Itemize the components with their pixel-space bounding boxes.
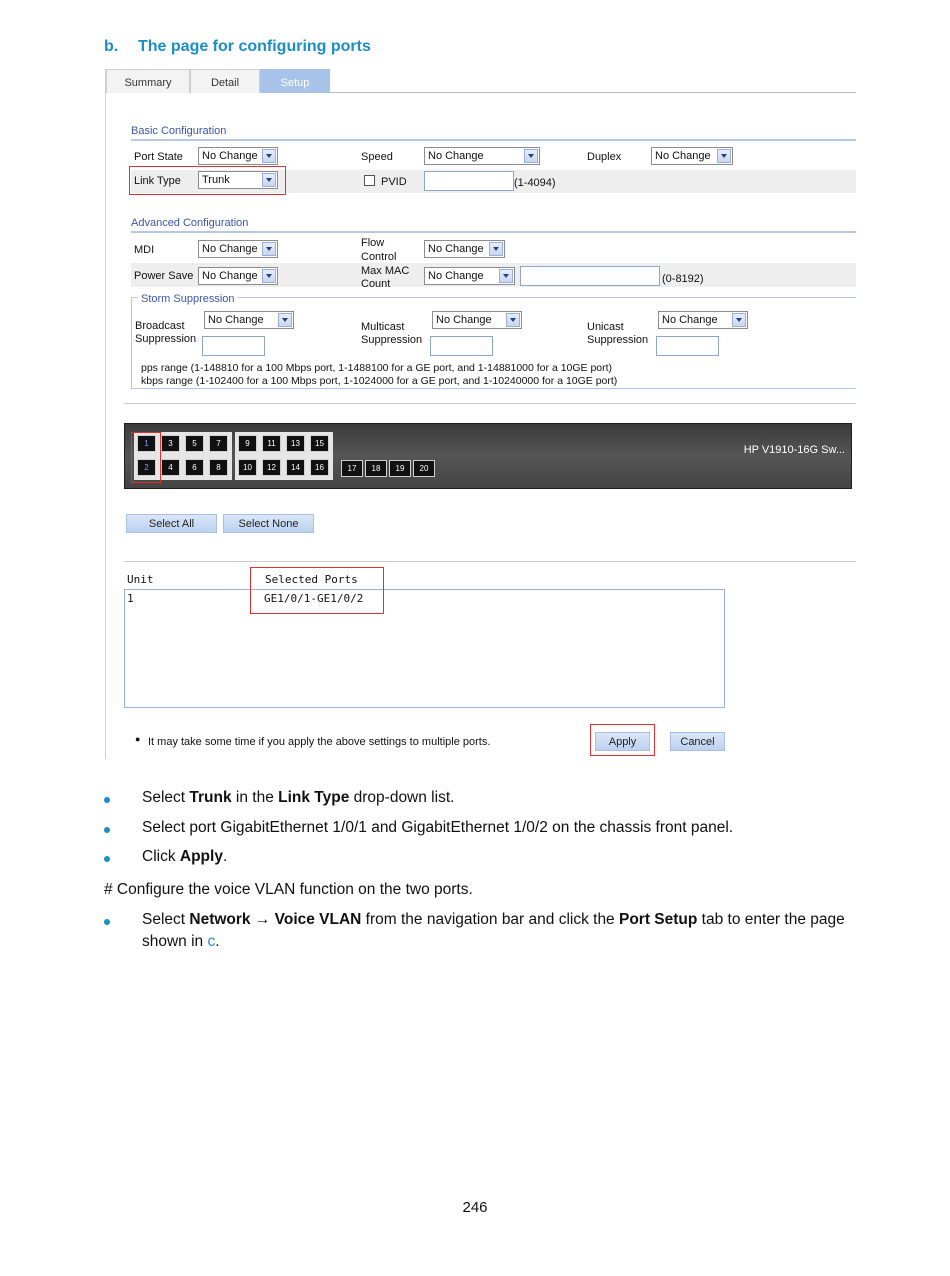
select-all-button[interactable]: Select All xyxy=(126,514,217,533)
row-unit: 1 xyxy=(127,592,134,605)
port-3[interactable]: 3 xyxy=(161,435,180,452)
chevron-down-icon xyxy=(262,269,276,283)
mdi-select[interactable] xyxy=(198,240,278,258)
port-4[interactable]: 4 xyxy=(161,459,180,476)
port-20[interactable]: 20 xyxy=(413,460,435,477)
port-12[interactable]: 12 xyxy=(262,459,281,476)
duplex-value: No Change xyxy=(655,150,711,162)
comment-voice-vlan: # Configure the voice VLAN function on the two ports. xyxy=(104,881,473,898)
multicast-label-2: Suppression xyxy=(361,334,423,346)
unicast-input[interactable] xyxy=(656,336,719,356)
port-16[interactable]: 16 xyxy=(310,459,329,476)
speed-select[interactable] xyxy=(424,147,540,165)
broadcast-label-1: Broadcast xyxy=(135,320,185,332)
broadcast-select[interactable] xyxy=(204,311,294,329)
note-text: It may take some time if you apply the above settings to multiple ports. xyxy=(148,736,491,748)
step-click-apply: Click Apply. xyxy=(142,848,228,865)
bullet-icon xyxy=(104,856,110,862)
unicast-label-1: Unicast xyxy=(587,321,624,333)
max-mac-label-2: Count xyxy=(361,278,391,290)
step-select-trunk: Select Trunk in the Link Type drop-down list. xyxy=(142,789,455,806)
port-11[interactable]: 11 xyxy=(262,435,281,452)
chevron-down-icon xyxy=(489,242,503,256)
highlight-ports-1-2 xyxy=(131,432,161,483)
highlight-link-type xyxy=(129,166,286,195)
section-heading xyxy=(104,38,371,56)
basic-config-title: Basic Configuration xyxy=(131,125,227,137)
basic-config-line xyxy=(131,139,856,141)
tab-summary[interactable]: Summary xyxy=(106,69,190,93)
chevron-down-icon xyxy=(262,149,276,163)
multicast-input[interactable] xyxy=(430,336,493,356)
max-mac-range: (0-8192) xyxy=(662,273,704,285)
chevron-down-icon xyxy=(278,313,292,327)
chassis-front-panel xyxy=(124,423,852,489)
page-number: 246 xyxy=(462,1199,488,1216)
link-type-value: Trunk xyxy=(202,174,230,186)
tab-setup[interactable]: Setup xyxy=(260,69,330,93)
power-save-select[interactable] xyxy=(198,267,278,285)
broadcast-value: No Change xyxy=(208,314,264,326)
divider xyxy=(124,403,856,404)
port-18[interactable]: 18 xyxy=(365,460,387,477)
col-selected-ports-header: Selected Ports xyxy=(265,573,358,586)
highlight-selected-ports xyxy=(250,567,384,614)
port-1[interactable]: 1 xyxy=(137,435,156,452)
highlight-apply xyxy=(590,724,655,756)
step-select-ports: Select port GigabitEthernet 1/0/1 and GigabitEthernet 1/0/2 on the chassis front panel. xyxy=(142,819,734,836)
storm-suppression-title: Storm Suppression xyxy=(138,293,238,305)
port-15[interactable]: 15 xyxy=(310,435,329,452)
screenshot-config-ports xyxy=(105,69,855,759)
link-type-label: Link Type xyxy=(134,175,181,187)
selected-ports-list[interactable] xyxy=(124,589,725,708)
speed-value: No Change xyxy=(428,150,484,162)
power-save-label: Power Save xyxy=(134,270,194,282)
port-14[interactable]: 14 xyxy=(286,459,305,476)
port-13[interactable]: 13 xyxy=(286,435,305,452)
max-mac-value: No Change xyxy=(428,270,484,282)
flow-control-label-2: Control xyxy=(361,251,397,263)
note-bullet-icon: ● xyxy=(135,734,141,744)
power-save-value: No Change xyxy=(202,270,258,282)
speed-label: Speed xyxy=(361,151,393,163)
bullet-icon xyxy=(104,919,110,925)
divider xyxy=(124,561,856,562)
port-5[interactable]: 5 xyxy=(185,435,204,452)
port-6[interactable]: 6 xyxy=(185,459,204,476)
mdi-value: No Change xyxy=(202,243,258,255)
step-navigate-voice-vlan: Select Network → Voice VLAN from the navigation bar and click the Port Setup tab to enter the page shown in c. xyxy=(142,911,845,950)
mdi-label: MDI xyxy=(134,244,155,256)
chevron-down-icon xyxy=(732,313,746,327)
flow-control-select[interactable] xyxy=(424,240,505,258)
pvid-checkbox[interactable] xyxy=(364,175,375,186)
port-state-select[interactable] xyxy=(198,147,278,165)
broadcast-input[interactable] xyxy=(202,336,265,356)
row-selected-ports: GE1/0/1-GE1/0/2 xyxy=(264,592,364,605)
port-17[interactable]: 17 xyxy=(341,460,363,477)
col-unit-header: Unit xyxy=(127,573,154,586)
port-9[interactable]: 9 xyxy=(238,435,257,452)
multicast-label-1: Multicast xyxy=(361,321,405,333)
apply-button[interactable]: Apply xyxy=(595,732,650,751)
chevron-down-icon xyxy=(262,242,276,256)
duplex-label: Duplex xyxy=(587,151,622,163)
unicast-select[interactable] xyxy=(658,311,748,329)
port-19[interactable]: 19 xyxy=(389,460,411,477)
tab-bar xyxy=(106,69,856,93)
bullet-icon xyxy=(104,827,110,833)
multicast-value: No Change xyxy=(436,314,492,326)
port-state-label: Port State xyxy=(134,151,183,163)
chevron-down-icon xyxy=(524,149,538,163)
device-model: HP V1910-16G Sw... xyxy=(743,444,845,456)
port-state-value: No Change xyxy=(202,150,258,162)
multicast-select[interactable] xyxy=(432,311,522,329)
chevron-down-icon xyxy=(506,313,520,327)
link-c[interactable]: c xyxy=(207,933,216,950)
select-none-button[interactable]: Select None xyxy=(223,514,314,533)
pvid-label: PVID xyxy=(381,176,407,188)
pps-range-note: pps range (1-148810 for a 100 Mbps port, 1-1488100 for a GE port, and 1-14881000 for a 10GE port) xyxy=(141,362,613,374)
max-mac-input[interactable] xyxy=(520,266,660,286)
chevron-down-icon xyxy=(499,269,513,283)
port-10[interactable]: 10 xyxy=(238,459,257,476)
bullet-icon xyxy=(104,797,110,803)
cancel-button[interactable]: Cancel xyxy=(670,732,725,751)
heading-title: The page for configuring ports xyxy=(138,38,371,55)
port-2[interactable]: 2 xyxy=(137,459,156,476)
unicast-value: No Change xyxy=(662,314,718,326)
pvid-range: (1-4094) xyxy=(514,177,556,189)
max-mac-select[interactable] xyxy=(424,267,515,285)
broadcast-label-2: Suppression xyxy=(135,333,197,345)
advanced-config-line xyxy=(131,231,856,233)
unicast-label-2: Suppression xyxy=(587,334,649,346)
port-7[interactable]: 7 xyxy=(209,435,228,452)
heading-number: b. xyxy=(104,38,119,55)
flow-control-label-1: Flow xyxy=(361,237,385,249)
pvid-input[interactable] xyxy=(424,171,514,191)
duplex-select[interactable] xyxy=(651,147,733,165)
advanced-config-title: Advanced Configuration xyxy=(131,217,249,229)
tab-detail[interactable]: Detail xyxy=(190,69,260,93)
chevron-down-icon xyxy=(717,149,731,163)
max-mac-label-1: Max MAC xyxy=(361,265,410,277)
flow-control-value: No Change xyxy=(428,243,484,255)
kbps-range-note: kbps range (1-102400 for a 100 Mbps port, 1-1024000 for a GE port, and 1-10240000 for a 10GE port) xyxy=(141,375,618,387)
port-8[interactable]: 8 xyxy=(209,459,228,476)
